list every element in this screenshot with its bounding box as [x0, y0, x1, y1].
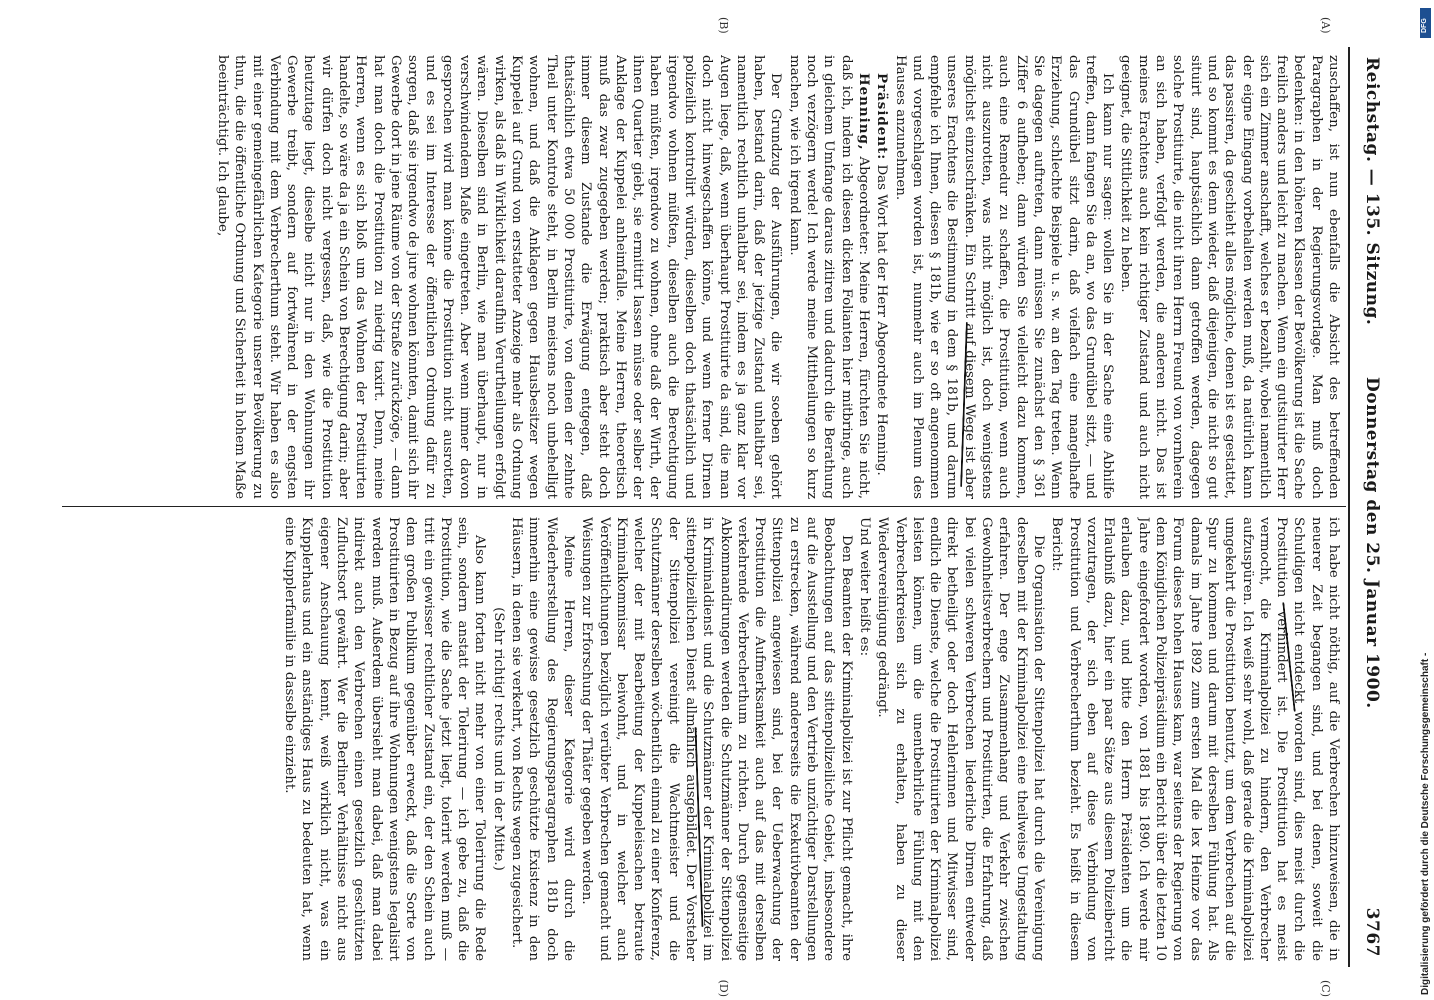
paragraph-text: Also kann fortan nicht mehr von einer Tolerirung die Rede sein, sondern anstatt der Tolerirung — ich gebe zu, daß die Prostitution, wie die Sache jetzt liegt, tolerirt werden muß — tritt ein gewisser rechtlicher Zustand ein, der den Schein auch dem großen Publikum gegenüber erweckt, daß die Sorte von Prostituirten in Bezug auf ihre Wohnungen wenigstens legalisirt werden muß. Außerdem übersieht man dabei, daß man dabei indirekt auch den Verbrechen einen gesetzlich geschützten Zufluchtsort gewährt. Wer die Berliner Verhältnisse nicht aus eigener Anschauung kennt, weiß wirklich nicht, was ein Kupplerhaus und ein anständiges Haus zu bedeuten hat, wenn eine Kupplerfamilie in dasselbe einzieht.: [282, 517, 488, 961]
paragraph-text: Und weiter heißt es:: [856, 517, 872, 657]
text-column-right: [70, 517, 1342, 961]
paragraph: [873, 55, 890, 499]
paragraph: [856, 517, 873, 961]
margin-marker-b: (B): [717, 17, 730, 34]
paragraph: [891, 55, 1116, 499]
paragraph-text: Die Organisation der Sittenpolizei hat durch die Vereinigung derselben mit der Kriminalpolizei eine theilweise Umgestaltung erfahren. Der enge Zusammenhang und Verkehr zwischen Gewohnheitsverbrechern und Prostituirten, die Erfahrung, daß bei vielen schweren Verbrechen liederliche Dirnen entweder direkt betheiligt oder doch Hehlerinnen und Mitwisser sind, endlich die Dienste, welche die Prostituirten der Kriminalpolizei leisten können, um die unentbehrliche Fühlung mit den Verbrecherkreisen sich zu erhalten, haben zu dieser Wiedervereinigung gedrängt.: [875, 517, 1046, 961]
paragraph: [214, 55, 785, 499]
paragraph-text: Der Grundzug der Ausführungen, die wir soeben gehört haben, bestand darin, daß der jetzige Zustand unhaltbar sei, namentlich rechtlich unhaltbar sei, indem es ja ganz klar vor Augen liege, daß, wenn überhaupt Prostituirte da sind, die man doch nicht hinwegschaffen könne, und wenn ferner Dirnen polizeilich kontrolirt würden, dieselben doch thatsächlich und irgendwo wohnen müßten, dieselben auch die Berechtigung haben müßten, irgendwo zu wohnen, ohne daß der Wirth, der ihnen Quartier giebt, sie ermittirt lassen müsse oder selber der Anklage der Kuppelei anheimfalle. Meine Herren, theoretisch muß das zwar zugegeben werden; praktisch aber steht doch immer diesem Zustande die Erwägung entgegen, daß thatsächlich etwa 50 000 Prostituirte, von denen der zehnte Theil unter Kontrole steht, in Berlin meistens noch unbehelligt wohnen, und daß die Anklagen gegen Hausbesitzer wegen Kuppelei auf Grund von erstatteter Anzeige mehr als Ordnung wirken, als daß in Wirklichkeit daraufhin Verurtheilungen erfolgt wären. Dieselben sind in Berlin, wie man überhaupt, nur in verschwindendem Maße eingetreten. Aber wenn immer davon gesprochen wird man könne die Prostitution nicht ausrotten, und es sei im Interesse der öffentlichen Ordnung dafür zu sorgen, daß sie irgendwo de jure wohnen könnten, damit sich ihr Gewerbe dort in jene Räume von der Straße zurückzöge, — dann hat man doch die Prostitution zu niedrig taxirt. Denn, meine Herren, wenn es sich bloß um das Wohnen der Prostituirten handelte, so wäre da ja ein Schein von Berechtigung darin; aber wir dürfen doch nicht vergessen, daß, wie die Prostitution heutzutage liegt, dieselbe nicht nur in den Wohnungen ihr Gewerbe treibt, sondern auf fortwährend in der engsten Verbindung mit dem Verbrecherthum steht. Wir haben es also mit einer gemeingefährlichen Kategorie unserer Bevölkerung zu thun, die die öffentliche Ordnung und Sicherheit in hohem Maße beeinträchtigt. Ich glaube,: [215, 55, 784, 499]
digitization-note: Digitalisierung gefördert durch die Deutsche Forschungsgemeinschaft -: [1420, 652, 1431, 995]
paragraph: [489, 517, 506, 961]
paragraph: [578, 517, 855, 961]
text-column-left: [70, 55, 1342, 499]
scanned-page: [50, 17, 1390, 997]
margin-marker-c: (C): [1319, 980, 1332, 997]
paragraph: [281, 517, 489, 961]
margin-marker-a: (A): [1319, 17, 1332, 34]
paragraph: [1117, 55, 1342, 499]
speaker-name: Präsident:: [874, 73, 891, 161]
page-number: 3767: [1362, 907, 1382, 957]
dfg-logo: DFG: [1420, 8, 1431, 38]
header-session: Reichstag. — 135. Sitzung.: [1362, 57, 1382, 326]
header-date: Donnerstag den 25. Januar 1900.: [1362, 377, 1382, 709]
paragraph-text: zuschaffen, ist nun ebenfalls die Absicht des betreffenden Paragraphen in der Regierungsvorlage. Man muß doch bedenken: in den höheren Klassen der Bevölkerung ist die Sache freilich anders und leicht zu machen. Wenn ein gutsituirter Herr sich ein Zimmer anschafft, welches er bezahlt, wobei namentlich der eigne Eingang vorbehalten werden muß, da natürlich kann das passiren, da geschieht alles mögliche, denen ist es gestattet, und so kommt es denn wieder, daß diejenigen, die nicht so gut situirt sind, hauptsächlich dann getroffen werden, dagegen solche Prostituirte, die nicht ihren Herrn Freund von vornherein an sich haben, verfolgt werden, die anderen nicht. Das ist meines Erachtens auch kein richtiger Zustand und auch nicht geeignet, die Sittlichkeit zu heben.: [1118, 55, 1341, 499]
paragraph: [508, 517, 577, 961]
speaker-name: Henning,: [855, 73, 872, 151]
paragraph-text: Ich kann nur sagen: wollen Sie in der Sache eine Abhilfe treffen, dann fangen Sie da an, wo das Grundübel sitzt, — und das Grundübel sitzt darin, daß vielfach eine mangelhafte Erziehung, schlechte Beispiele u. s. w. an den Tag treten. Wenn Sie dagegen auftreten, dann müssen Sie zunächst den § 361 Ziffer 6 aufheben; dann würden Sie vielleicht dazu kommen, auch eine Remedur zu schaffen, die Prostitution, wenn auch nicht auszurotten, was nicht möglich ist, doch wenigstens möglichst einzuschränken. Ein Schritt auf diesem Wege ist aber unseres Erachtens die Bestimmung in dem § 181b, und darum empfehle ich Ihnen, diesen § 181b, wie er so oft angenommen und vorgeschlagen worden ist, nunmehr auch im Plenum des Hauses anzunehmen.: [892, 55, 1116, 499]
paragraph-text: Abgeordneter: Meine Herren, fürchten Sie nicht, daß ich, indem ich diesen dicken Folianten hier mitbringe, auch in gleichem Umfange daraus zitiren und dadurch die Berathung noch verzögern werde! Ich werde meine Mittheilungen so kurz machen, wie ich irgend kann.: [786, 55, 871, 499]
paragraph-text: Den Beamten der Kriminalpolizei ist zur Pflicht gemacht, ihre Beobachtungen auf das sittenpolizeiliche Gebiet, insbesondere auf die Ausstellung und den Vertrieb unzüchtiger Darstellungen zu erstrecken, während andererseits die Exekutivbeamten der Sittenpolizei angewiesen sind, bei der Ueberwachung der Prostitution die Aufmerksamkeit auch auf das mit derselben verkehrende Verbrecherthum zu richten. Durch gegenseitige Abkommandirungen werden die Schutzmänner der Sittenpolizei in Kriminaldienst und die Schutzmänner der Kriminalpolizei im sittenpolizeilichen Dienst allmählich ausgebildet. Der Vorsteher der Sittenpolizei vereinigt die Wachtmeister und die Schutzmänner derselben wöchentlich einmal zu einer Konferenz, welcher der mit Bearbeitung der Kuppeleisachen betraute Kriminalkommissar beiwohnt, und in welcher auch Veröffentlichungen bezüglich verübter Verbrechen gemacht und Weisungen zur Erforschung der Thäter gegeben werden.: [579, 517, 854, 961]
paragraph-text: (Sehr richtig! rechts und in der Mitte.): [490, 607, 506, 871]
paragraph: [874, 517, 1047, 961]
margin-marker-d: (D): [717, 979, 730, 997]
paragraph-text: Das Wort hat der Herr Abgeordnete Henning.: [874, 160, 890, 476]
column-divider: [62, 506, 1346, 507]
paragraph: [1048, 517, 1342, 961]
paragraph-text: Meine Herren, dieser Kategorie wird durch die Wiederherstellung des Regierungsparagraphen 181b doch immerhin eine gewisse gesetzlich geschützte Existenz in den Häusern, in denen sie verkehrt, von Rechts wegen zugesichert.: [509, 517, 576, 961]
paragraph: [786, 55, 872, 499]
page-header: [1348, 47, 1390, 967]
paragraph-text: ich habe nicht nöthig, auf die Verbrechen hinzuweisen, die in neuerer Zeit begangen sind, und bei denen, soweit die Schuldigen nicht entdeckt worden sind, dies meist durch die Prostitution verhindert ist. Die Prostitution hat es meist vermocht, die Kriminalpolizei zu hindern, den Verbrecher aufzuspüren. Ich weiß sehr wohl, daß gerade die Kriminalpolizei umgekehrt die Prostitution benutzt, um dem Verbrechen auf die Spur zu kommen und darum mit derselben Fühlung hat. Als damals im Jahre 1892 zum ersten Mal die lex Heinze vor das Forum dieses hohen Hauses kam, war seitens der Regierung von dem Königlichen Polizeipräsidium ein Bericht über die letzten 10 Jahre eingefordert worden, von 1881 bis 1890. Ich werde mir erlauben dazu, und bitte den Herrn Präsidenten um die Erlaubniß dazu, hier ein paar Sätze aus diesem Polizeibericht vorzutragen, der sich eben auf diese Verbindung von Prostitution und Verbrecherthum bezieht. Es heißt in diesem Bericht:: [1049, 517, 1341, 961]
